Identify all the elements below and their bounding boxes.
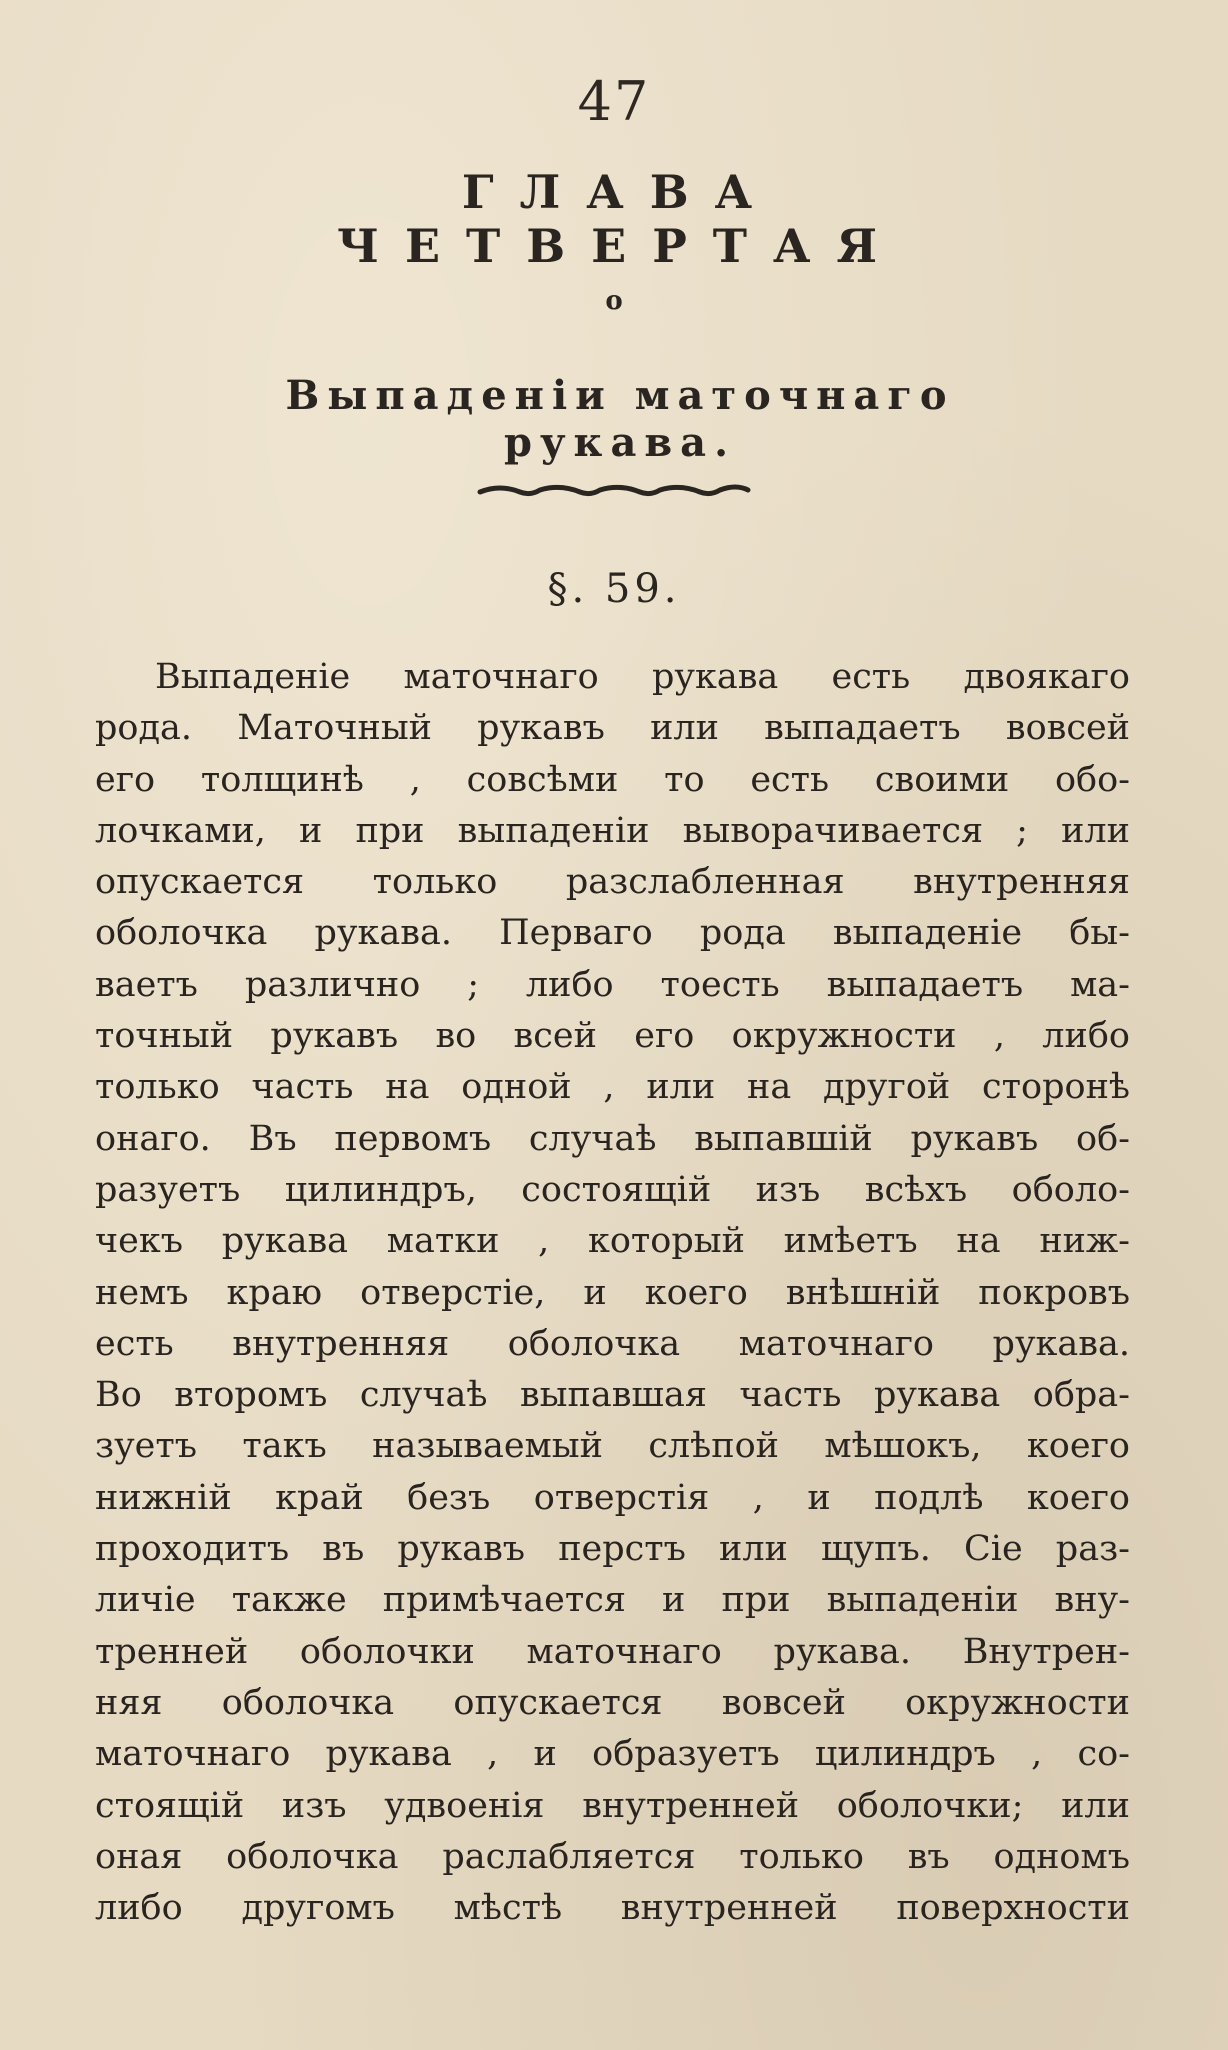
text-line: няя оболочка опускается вовсей окружности bbox=[95, 1682, 1130, 1723]
text-line: Во второмъ случаѣ выпавшая часть рукава обра- bbox=[95, 1375, 1130, 1416]
text-line: стоящій изъ удвоенія внутренней оболочки; или bbox=[95, 1785, 1130, 1826]
page-number: 47 bbox=[577, 70, 651, 133]
text-line: немъ краю отверстіе, и коего внѣшній покровъ bbox=[95, 1272, 1130, 1313]
text-line: точный рукавъ во всей его окружности , либо bbox=[95, 1016, 1130, 1057]
text-line: зуетъ такъ называемый слѣпой мѣшокъ, коего bbox=[95, 1426, 1130, 1467]
text-line: ваетъ различно ; либо тоесть выпадаетъ ма- bbox=[95, 964, 1130, 1005]
ornament-divider-icon bbox=[474, 478, 754, 502]
text-line: онаго. Въ первомъ случаѣ выпавшій рукавъ об- bbox=[95, 1118, 1130, 1159]
text-line: либо другомъ мѣстѣ внутренней поверхности bbox=[95, 1888, 1130, 1929]
text-line: проходитъ въ рукавъ перстъ или щупъ. Сіе раз- bbox=[95, 1529, 1130, 1570]
text-line: маточнаго рукава , и образуетъ цилиндръ , со- bbox=[95, 1734, 1130, 1775]
chapter-subtitle: Выпаденіи маточнаго рукава. bbox=[285, 372, 955, 466]
text-line: Выпаденіе маточнаго рукава есть двоякаго bbox=[155, 657, 1130, 697]
text-line: нижній край безъ отверстія , и подлѣ коего bbox=[95, 1477, 1130, 1518]
text-line: опускается только разслабленная внутренняя bbox=[95, 862, 1130, 903]
text-line: тренней оболочки маточнаго рукава. Внутрен- bbox=[95, 1631, 1130, 1672]
text-line: личіе также примѣчается и при выпаденіи вну- bbox=[95, 1580, 1130, 1621]
text-line: рода. Маточный рукавъ или выпадаетъ вовсей bbox=[95, 708, 1130, 749]
chapter-preposition: о bbox=[605, 286, 623, 316]
text-line: лочками, и при выпаденіи выворачивается ; или bbox=[95, 810, 1130, 851]
chapter-title: ГЛАВА ЧЕТВЕРТАЯ bbox=[336, 165, 904, 273]
text-line: чекъ рукава матки , который имѣетъ на ниж- bbox=[95, 1221, 1130, 1262]
text-line: только часть на одной , или на другой сторонѣ bbox=[95, 1067, 1130, 1108]
text-line: его толщинѣ , совсѣми то есть своими обо- bbox=[95, 759, 1130, 800]
text-line: оная оболочка раслабляется только въ одномъ bbox=[95, 1836, 1130, 1877]
text-line: разуетъ цилиндръ, состоящій изъ всѣхъ оболо- bbox=[95, 1169, 1130, 1210]
section-number: §. 59. bbox=[547, 566, 681, 612]
text-line: оболочка рукава. Перваго рода выпаденіе бы- bbox=[95, 913, 1130, 954]
text-line: есть внутренняя оболочка маточнаго рукава. bbox=[95, 1323, 1130, 1364]
body-text bbox=[95, 652, 1130, 1934]
